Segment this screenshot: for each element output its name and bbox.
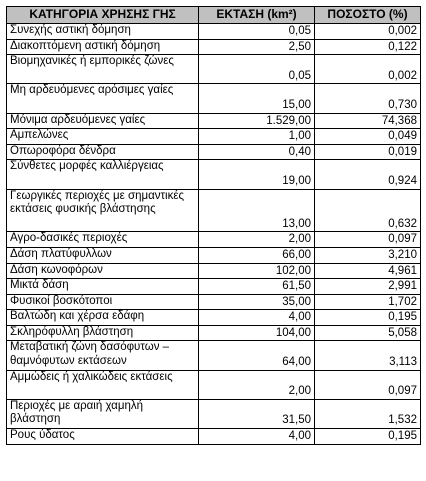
cell-percent: 3,210 [315, 247, 421, 263]
cell-percent: 0,019 [315, 144, 421, 160]
table-row [7, 24, 421, 40]
cell-area: 2,00 [199, 232, 315, 248]
cell-percent: 0,924 [315, 160, 421, 189]
table-row [7, 144, 421, 160]
table-row [7, 55, 421, 84]
cell-percent: 0,097 [315, 370, 421, 399]
cell-percent: 1,532 [315, 399, 421, 428]
cell-category: Αγρο-δασικές περιοχές [7, 232, 199, 248]
table-row [7, 341, 421, 370]
cell-area: 4,00 [199, 429, 315, 445]
cell-area: 35,00 [199, 294, 315, 310]
cell-percent: 0,002 [315, 55, 421, 84]
cell-percent: 4,961 [315, 263, 421, 279]
cell-area: 13,00 [199, 189, 315, 232]
cell-area: 104,00 [199, 325, 315, 341]
table-row [7, 113, 421, 129]
cell-category: Αμπελώνες [7, 129, 199, 145]
cell-percent: 0,049 [315, 129, 421, 145]
cell-area: 15,00 [199, 84, 315, 113]
cell-area: 1.529,00 [199, 113, 315, 129]
cell-area: 0,05 [199, 55, 315, 84]
cell-percent: 0,122 [315, 39, 421, 55]
cell-percent: 3,113 [315, 341, 421, 370]
table-row [7, 84, 421, 113]
table-row [7, 325, 421, 341]
table-row [7, 39, 421, 55]
cell-percent: 0,730 [315, 84, 421, 113]
cell-percent: 5,058 [315, 325, 421, 341]
cell-percent: 0,632 [315, 189, 421, 232]
table-row [7, 263, 421, 279]
cell-category: Διακοπτόμενη αστική δόμηση [7, 39, 199, 55]
table-row [7, 129, 421, 145]
cell-percent: 0,195 [315, 429, 421, 445]
cell-category: Ρους ύδατος [7, 429, 199, 445]
cell-category: Αμμώδεις ή χαλικώδεις εκτάσεις [7, 370, 199, 399]
cell-category: Μεταβατική ζώνη δασόφυτων – θαμνόφυτων εκτάσεων [7, 341, 199, 370]
table-row [7, 247, 421, 263]
cell-category: Μόνιμα αρδευόμενες γαίες [7, 113, 199, 129]
table-row [7, 160, 421, 189]
header-area: ΕΚΤΑΣΗ (km²) [199, 7, 315, 24]
table-row [7, 279, 421, 295]
header-category: ΚΑΤΗΓΟΡΙΑ ΧΡΗΣΗΣ ΓΗΣ [7, 7, 199, 24]
cell-category: Βαλτώδη και χέρσα εδάφη [7, 310, 199, 326]
cell-area: 61,50 [199, 279, 315, 295]
cell-category: Γεωργικές περιοχές με σημαντικές εκτάσεις φυσικής βλάστησης [7, 189, 199, 232]
cell-area: 4,00 [199, 310, 315, 326]
cell-area: 19,00 [199, 160, 315, 189]
table-row [7, 370, 421, 399]
cell-category: Μικτά δάση [7, 279, 199, 295]
table-row [7, 399, 421, 428]
cell-area: 66,00 [199, 247, 315, 263]
cell-category: Δάση πλατύφυλλων [7, 247, 199, 263]
cell-percent: 1,702 [315, 294, 421, 310]
cell-category: Βιομηχανικές ή εμπορικές ζώνες [7, 55, 199, 84]
cell-category: Σκληρόφυλλη βλάστηση [7, 325, 199, 341]
cell-category: Δάση κωνοφόρων [7, 263, 199, 279]
cell-percent: 0,002 [315, 24, 421, 40]
cell-category: Συνεχής αστική δόμηση [7, 24, 199, 40]
table-row [7, 429, 421, 445]
table-row [7, 294, 421, 310]
table-row [7, 232, 421, 248]
cell-percent: 2,991 [315, 279, 421, 295]
land-use-table [6, 6, 421, 445]
cell-area: 102,00 [199, 263, 315, 279]
table-body [7, 24, 421, 445]
header-percent: ΠΟΣΟΣΤΟ (%) [315, 7, 421, 24]
cell-area: 0,05 [199, 24, 315, 40]
cell-percent: 0,097 [315, 232, 421, 248]
cell-category: Μη αρδευόμενες αρόσιμες γαίες [7, 84, 199, 113]
cell-category: Φυσικοί βοσκότοποι [7, 294, 199, 310]
cell-area: 1,00 [199, 129, 315, 145]
cell-category: Σύνθετες μορφές καλλιέργειας [7, 160, 199, 189]
cell-percent: 74,368 [315, 113, 421, 129]
cell-percent: 0,195 [315, 310, 421, 326]
cell-area: 2,00 [199, 370, 315, 399]
table-row [7, 310, 421, 326]
table-header-row [7, 7, 421, 24]
cell-area: 31,50 [199, 399, 315, 428]
cell-area: 2,50 [199, 39, 315, 55]
cell-area: 0,40 [199, 144, 315, 160]
cell-area: 64,00 [199, 341, 315, 370]
cell-category: Περιοχές με αραιή χαμηλή βλάστηση [7, 399, 199, 428]
table-row [7, 189, 421, 232]
cell-category: Οπωροφόρα δένδρα [7, 144, 199, 160]
